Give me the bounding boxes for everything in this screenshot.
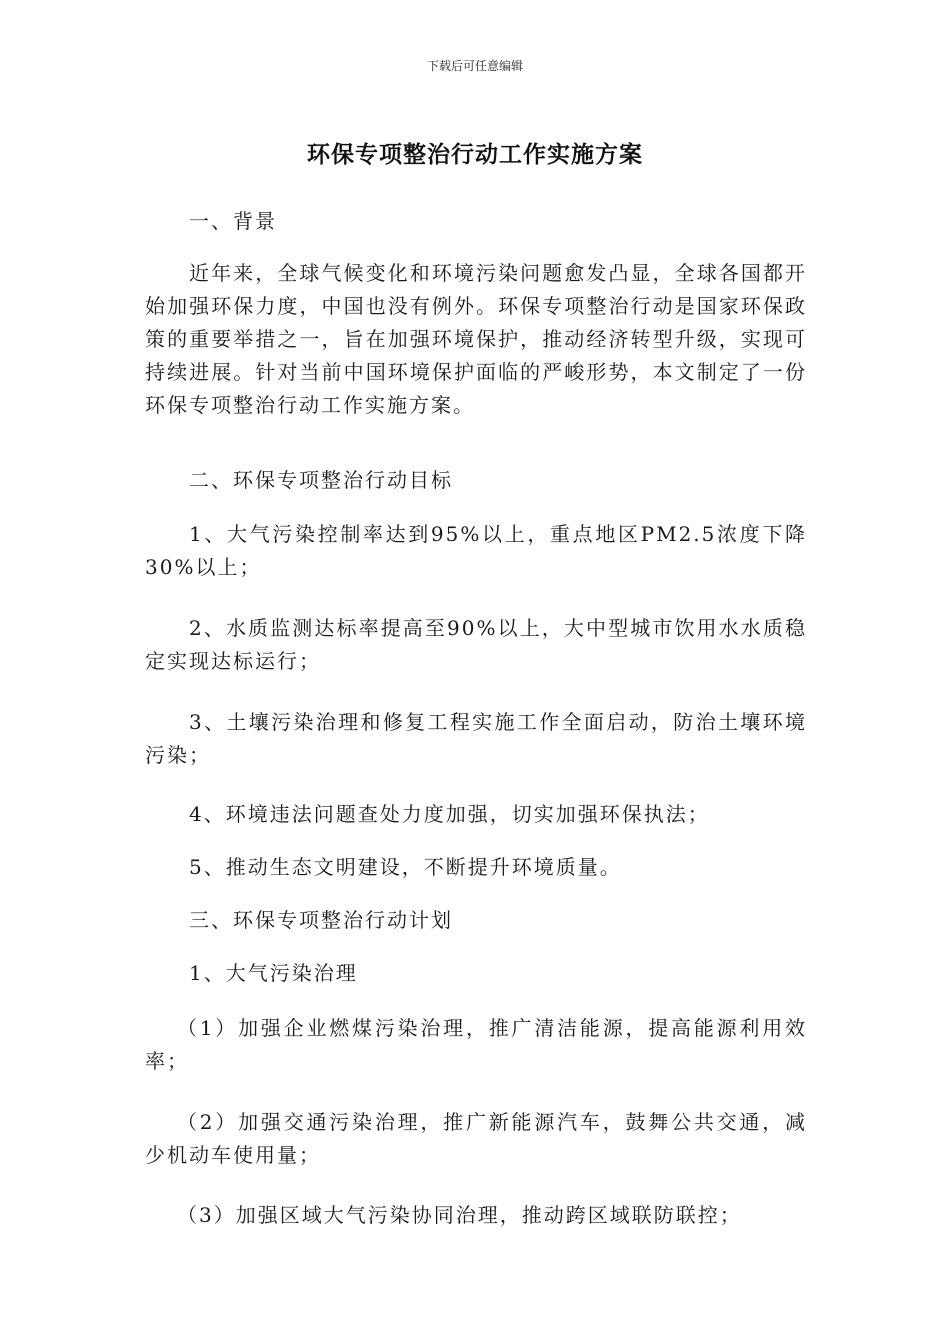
plan-item-1: （1）加强企业燃煤污染治理，推广清洁能源，提高能源利用效率；	[145, 1016, 807, 1073]
header-note: 下载后可任意编辑	[426, 59, 523, 73]
section-heading-plan: 三、环保专项整治行动计划	[189, 908, 453, 932]
goal-item-4: 4、环境违法问题查处力度加强，切实加强环保执法；	[189, 802, 710, 826]
document-title: 环保专项整治行动工作实施方案	[307, 142, 643, 168]
plan-item-3: （3）加强区域大气污染协同治理，推动跨区域联防联控；	[177, 1203, 742, 1227]
goal-item-3: 3、土壤污染治理和修复工程实施工作全面启动，防治土壤环境污染；	[145, 710, 807, 767]
plan-item-2: （2）加强交通污染治理，推广新能源汽车，鼓舞公共交通，减少机动车使用量；	[145, 1110, 807, 1167]
goal-item-2: 2、水质监测达标率提高至90%以上，大中型城市饮用水水质稳定实现达标运行；	[145, 616, 807, 673]
section-heading-background: 一、背景	[189, 209, 277, 233]
section-heading-goals: 二、环保专项整治行动目标	[189, 468, 453, 492]
paragraph-background: 近年来，全球气候变化和环境污染问题愈发凸显，全球各国都开始加强环保力度，中国也没有例外。环保专项整治行动是国家环保政策的重要举措之一，旨在加强环境保护，推动经济转型升级，实现可持续进展。针对当前中国环境保护面临的严峻形势，本文制定了一份环保专项整治行动工作实施方案。	[145, 261, 807, 417]
goal-item-1: 1、大气污染控制率达到95%以上，重点地区PM2.5浓度下降30%以上；	[145, 522, 807, 579]
plan-subheading-air: 1、大气污染治理	[189, 961, 358, 985]
goal-item-5: 5、推动生态文明建设，不断提升环境质量。	[189, 855, 622, 879]
